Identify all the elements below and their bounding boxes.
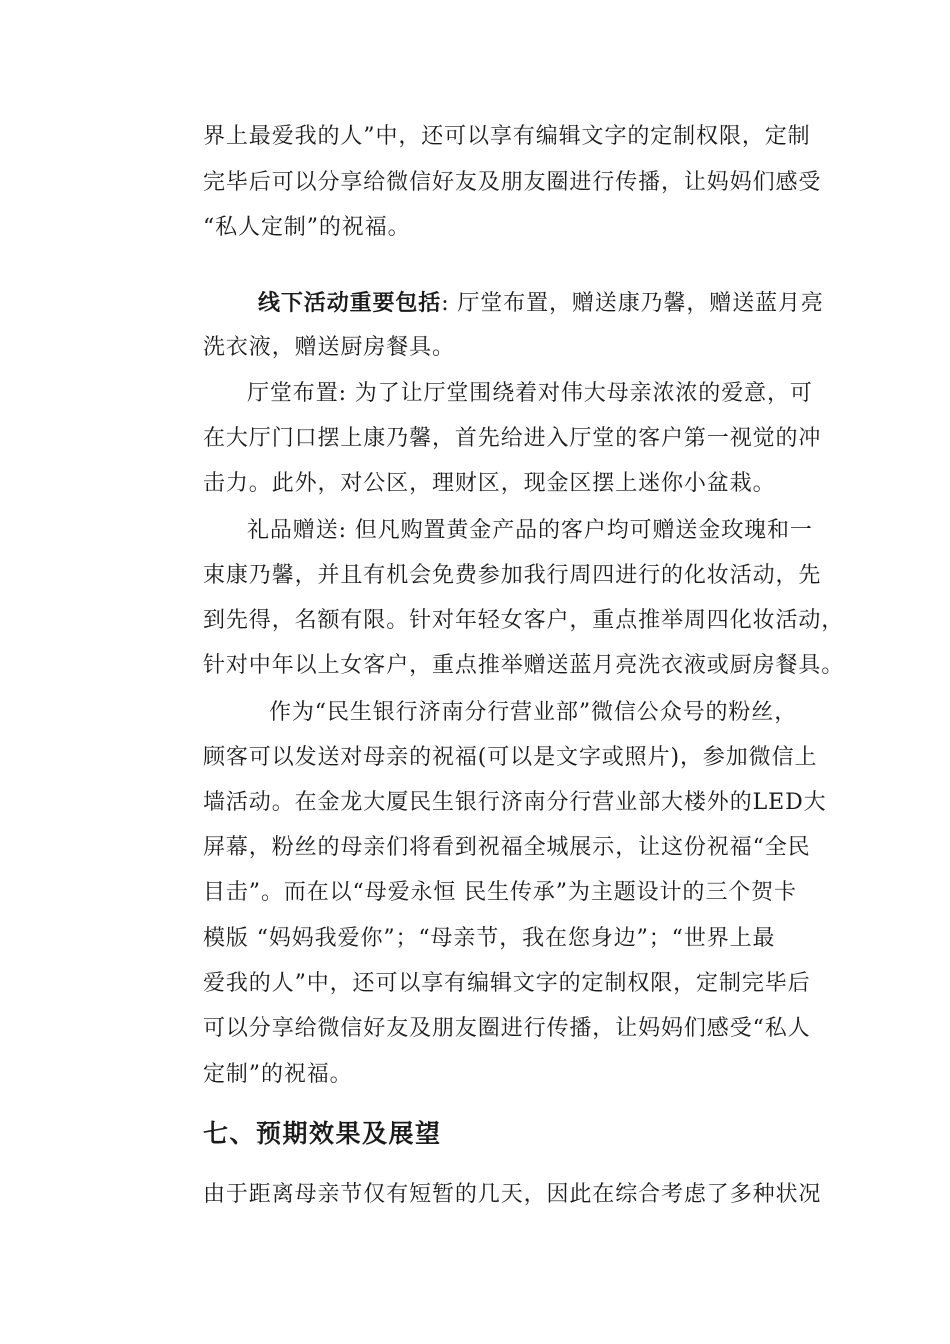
- paragraph-line: 模版 “妈妈我爱你”；“母亲节，我在您身边”；“世界上最: [203, 926, 776, 951]
- bold-lead-text: 线下活动重要包括: [258, 290, 442, 316]
- paragraph-line: 界上最爱我的人”中，还可以享有编辑文字的定制权限，定制: [203, 124, 811, 149]
- paragraph-line: 洗衣液，赠送厨房餐具。: [203, 335, 455, 360]
- paragraph-line: 顾客可以发送对母亲的祝福(可以是文字或照片)，参加微信上: [203, 745, 818, 770]
- paragraph-line: 礼品赠送: 但凡购置黄金产品的客户均可赠送金玫瑰和一: [247, 518, 813, 543]
- paragraph-line: 墙活动。在金龙大厦民生银行济南分行营业部大楼外的LED大: [203, 790, 827, 815]
- paragraph-line: 定制”的祝福。: [203, 1062, 353, 1087]
- paragraph-line: 可以分享给微信好友及朋友圈进行传播，让妈妈们感受“私人: [203, 1016, 811, 1041]
- paragraph-line: 爱我的人”中，还可以享有编辑文字的定制权限，定制完毕后: [203, 971, 811, 996]
- paragraph-line: 针对中年以上女客户，重点推举赠送蓝月亮洗衣液或厨房餐具。: [203, 653, 845, 678]
- paragraph-line: 束康乃馨，并且有机会免费参加我行周四进行的化妆活动，先: [203, 563, 822, 588]
- paragraph-line: 屏幕，粉丝的母亲们将看到祝福全城展示，让这份祝福“全民: [203, 835, 811, 860]
- paragraph-line: 厅堂布置: 为了让厅堂围绕着对伟大母亲浓浓的爱意，可: [247, 381, 813, 406]
- paragraph-line: 击力。此外，对公区，理财区，现金区摆上迷你小盆栽。: [203, 471, 776, 496]
- paragraph-line: 目击”。而在以“母爱永恒 民生传承”为主题设计的三个贺卡: [203, 880, 797, 905]
- paragraph-line: 完毕后可以分享给微信好友及朋友圈进行传播，让妈妈们感受: [203, 170, 822, 195]
- section-heading: 七、预期效果及展望: [203, 1119, 442, 1148]
- paragraph-line: 由于距离母亲节仅有短暂的几天，因此在综合考虑了多种状况: [203, 1182, 822, 1207]
- paragraph-line: 作为“民生银行济南分行营业部”微信公众号的粉丝，: [269, 700, 798, 725]
- paragraph-line: “私人定制”的祝福。: [203, 215, 411, 240]
- paragraph-line: [258, 288, 878, 319]
- paragraph-line: 在大厅门口摆上康乃馨，首先给进入厅堂的客户第一视觉的冲: [203, 426, 822, 451]
- paragraph-line: 到先得，名额有限。针对年轻女客户，重点推举周四化妆活动，: [203, 608, 845, 633]
- paragraph-text: : 厅堂布置，赠送康乃馨，赠送蓝月亮: [441, 291, 824, 316]
